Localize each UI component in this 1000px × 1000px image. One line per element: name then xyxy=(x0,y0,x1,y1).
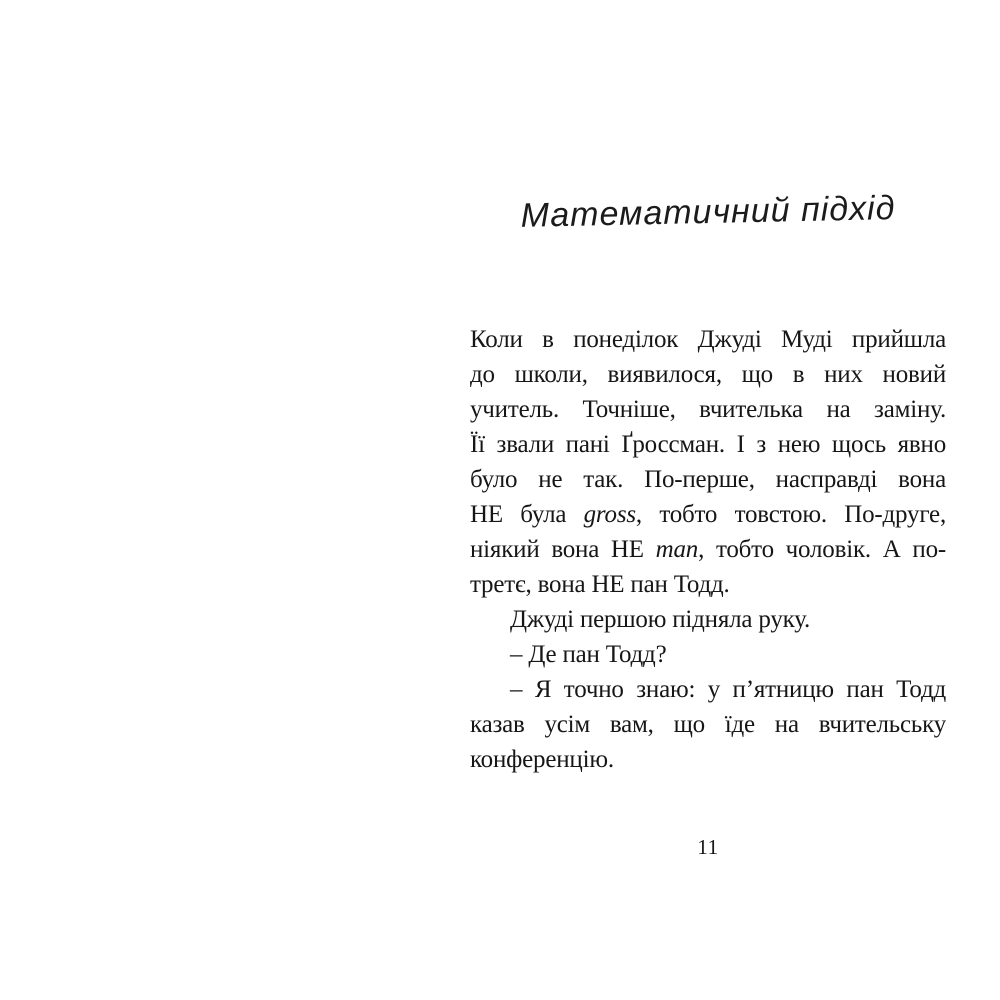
text-line xyxy=(470,742,946,777)
text-segment: казав усім вам, що їде на вчительську xyxy=(470,711,946,738)
text-segment: Її звали пані Ґроссман. І з нею щось явно xyxy=(470,431,946,458)
emphasized-word: man xyxy=(655,536,699,563)
text-line xyxy=(470,707,946,742)
text-line xyxy=(470,427,946,462)
text-line xyxy=(470,392,946,427)
text-segment: ніякий вона НЕ xyxy=(470,536,656,563)
text-segment: до школи, виявилося, що в них новий xyxy=(470,361,946,388)
text-segment: Коли в понеділок Джуді Муді прийшла xyxy=(470,326,946,353)
text-segment: учитель. Точніше, вчителька на заміну. xyxy=(470,396,946,423)
text-line xyxy=(470,357,946,392)
chapter-title: Математичний підхід xyxy=(520,189,896,235)
page-number: 11 xyxy=(697,835,719,859)
text-line xyxy=(470,672,946,707)
text-line xyxy=(470,637,946,672)
text-line xyxy=(470,567,946,602)
text-segment: – Де пан Тодд? xyxy=(510,641,667,668)
text-segment: конференцію. xyxy=(470,746,614,773)
text-segment: Джуді першою підняла руку. xyxy=(510,606,811,633)
text-segment: третє, вона НЕ пан Тодд. xyxy=(470,571,730,598)
text-line xyxy=(470,602,946,637)
text-segment: – Я точно знаю: у п’ятницю пан Тодд xyxy=(510,676,946,703)
text-line xyxy=(470,462,946,497)
text-column xyxy=(470,0,946,1000)
text-segment: , тобто товстою. По-друге, xyxy=(635,501,946,528)
text-line xyxy=(470,322,946,357)
text-segment: НЕ була xyxy=(470,501,584,528)
text-line xyxy=(470,497,946,532)
emphasized-word: gross xyxy=(583,501,636,528)
page-body xyxy=(470,322,946,777)
text-line xyxy=(470,532,946,567)
text-segment: було не так. По-перше, насправді вона xyxy=(470,466,946,493)
text-segment: , тобто чоловік. А по- xyxy=(698,536,946,563)
